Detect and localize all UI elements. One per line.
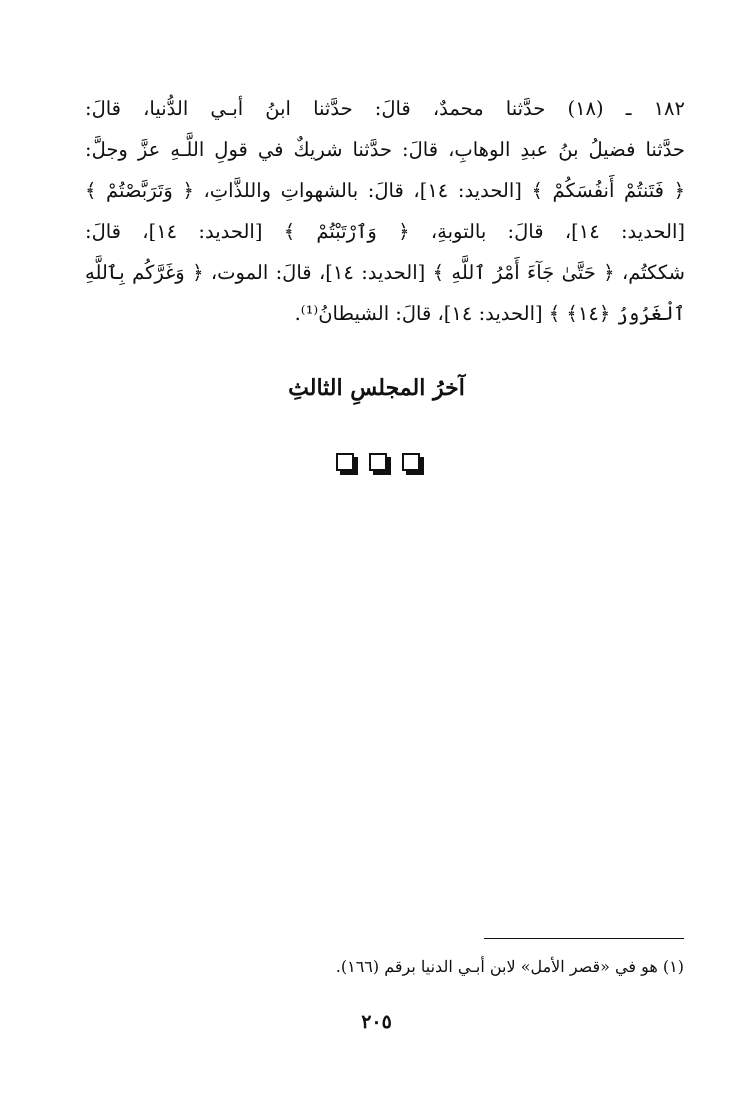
square-ornament-icon (369, 453, 387, 471)
text-line: ١٨٢ ـ (١٨) حدَّثنا محمدٌ، قالَ: حدَّثنا ابنُ أبـي الدُّنيا، قالَ: (85, 97, 685, 120)
square-ornament-icon (402, 453, 420, 471)
text-line: شككتُم، ﴿ حَتَّىٰ جَآءَ أَمْرُ ٱللَّهِ ﴾ [الحديد: ١٤]، قالَ: الموت، ﴿ وَغَرَّكُم بِٱللَّهِ (85, 261, 685, 284)
text-line: [الحديد: ١٤]، قالَ: بالتوبةِ، ﴿ وَٱرْتَبْتُمْ ﴾ [الحديد: ١٤]، قالَ: (85, 220, 685, 243)
narration-paragraph (85, 88, 685, 334)
page-number: ٢٠٥ (361, 1011, 392, 1033)
section-divider-ornament (336, 453, 420, 477)
text-line: حدَّثنا فضيلُ بنُ عبدِ الوهابِ، قالَ: حدَّثنا شريكٌ في قولِ اللَّـهِ عزَّ وجلَّ: (85, 138, 685, 161)
footnote: (١) هو في «قصر الأمل» لابن أبـي الدنيا برقم (١٦٦). (335, 957, 684, 976)
footnote-separator (484, 938, 684, 939)
text-line: ﴿ فَتَنتُمْ أَنفُسَكُمْ ﴾ [الحديد: ١٤]، قالَ: بالشهواتِ واللذَّاتِ، ﴿ وَتَرَبَّصْتُمْ ﴾ (85, 179, 685, 202)
section-end-heading: آخرُ المجلسِ الثالثِ (288, 375, 465, 401)
square-ornament-icon (336, 453, 354, 471)
text-line: ٱلْغَرُورُ ﴿١٤﴾ ﴾ [الحديد: ١٤]، قالَ: الشيطانُ⁽¹⁾. (294, 302, 685, 325)
